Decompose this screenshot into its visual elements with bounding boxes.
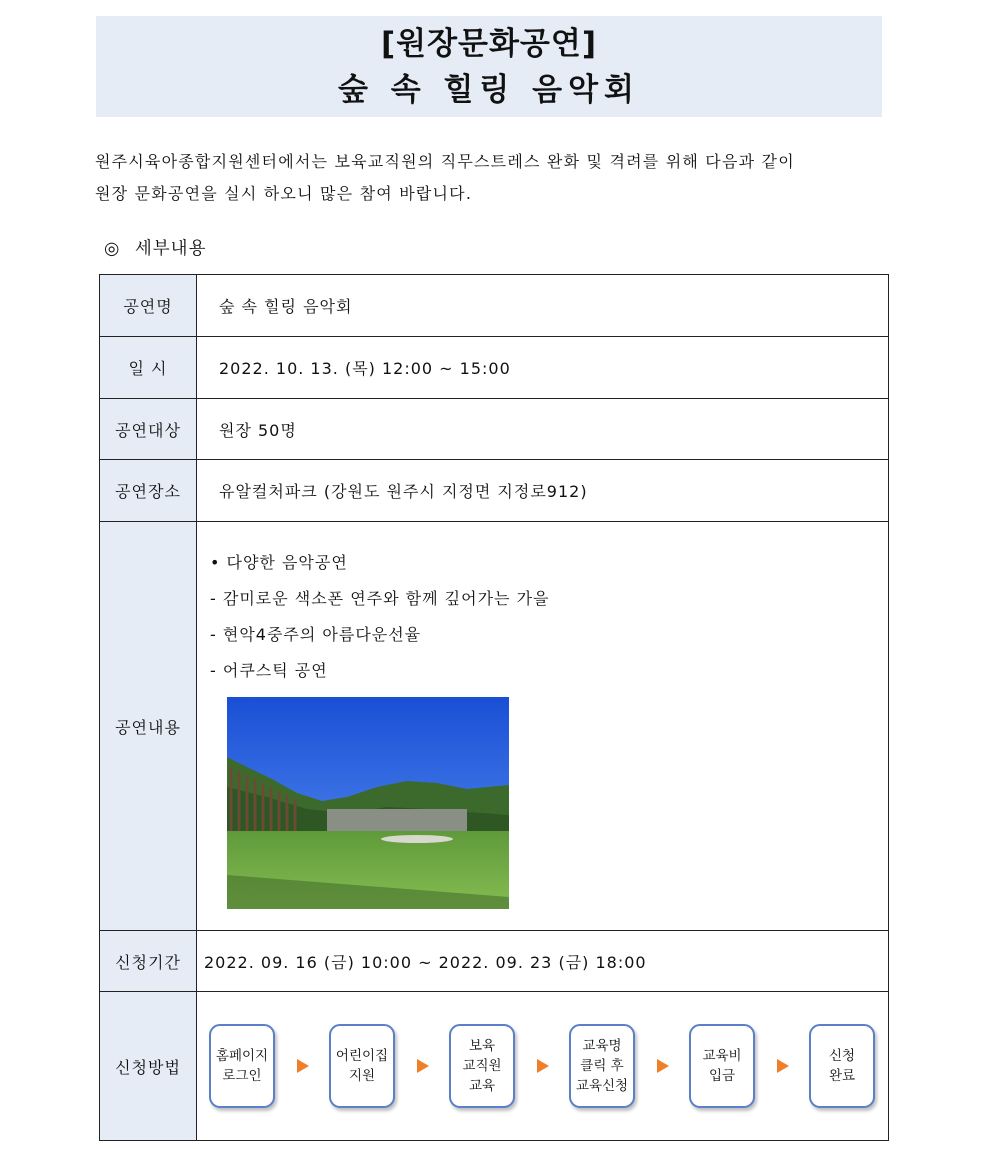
label-method: 신청방법 (100, 992, 197, 1141)
value-venue: 유알컬처파크 (강원도 원주시 지정면 지정로912) (197, 460, 889, 522)
row-performance-name (100, 275, 889, 337)
step-complete: 신청 완료 (809, 1024, 875, 1108)
row-period (100, 931, 889, 992)
row-venue (100, 460, 889, 522)
row-audience (100, 399, 889, 460)
intro-line-1: 원주시육아종합지원센터에서는 보육교직원의 직무스트레스 완화 및 격려를 위해 다음과 같이 (95, 152, 795, 171)
step-homepage-login: 홈페이지 로그인 (209, 1024, 275, 1108)
row-datetime (100, 337, 889, 399)
arrow-right-icon (297, 1059, 309, 1073)
step-course-apply: 교육명 클릭 후 교육신청 (569, 1024, 635, 1108)
details-table (99, 274, 889, 1141)
intro-paragraph (95, 146, 885, 210)
content-item: - 현악4중주의 아름다운선율 (210, 625, 422, 644)
step-staff-education: 보육 교직원 교육 (449, 1024, 515, 1108)
venue-photo (227, 697, 509, 909)
arrow-right-icon (537, 1059, 549, 1073)
label-performance-name: 공연명 (100, 275, 197, 337)
step-fee-payment: 교육비 입금 (689, 1024, 755, 1108)
label-content: 공연내용 (100, 522, 197, 931)
label-audience: 공연대상 (100, 399, 197, 460)
value-datetime: 2022. 10. 13. (목) 12:00 ~ 15:00 (197, 337, 889, 399)
title-banner (96, 16, 882, 117)
double-circle-icon: ◎ (104, 239, 121, 259)
arrow-right-icon (777, 1059, 789, 1073)
arrow-right-icon (657, 1059, 669, 1073)
content-item: - 어쿠스틱 공연 (210, 661, 328, 680)
section-heading (104, 235, 206, 260)
arrow-right-icon (417, 1059, 429, 1073)
label-datetime: 일 시 (100, 337, 197, 399)
row-method (100, 992, 889, 1141)
label-period: 신청기간 (100, 931, 197, 992)
section-title: 세부내용 (134, 239, 207, 259)
venue-photo-illustration (227, 697, 509, 909)
intro-line-2: 원장 문화공연을 실시 하오니 많은 참여 바랍니다. (95, 184, 473, 203)
content-item: • 다양한 음악공연 (210, 553, 348, 572)
label-venue: 공연장소 (100, 460, 197, 522)
page-title: 숲 속 힐링 음악회 (338, 72, 640, 108)
row-content (100, 522, 889, 931)
value-performance-name: 숲 속 힐링 음악회 (197, 275, 889, 337)
application-flow (197, 992, 888, 1140)
title-category: [원장문화공연] (380, 26, 597, 62)
content-item: - 감미로운 색소폰 연주와 함께 깊어가는 가을 (210, 589, 550, 608)
value-content (197, 522, 889, 931)
value-audience: 원장 50명 (197, 399, 889, 460)
step-daycare-support: 어린이집 지원 (329, 1024, 395, 1108)
value-method (197, 992, 889, 1141)
value-period: 2022. 09. 16 (금) 10:00 ~ 2022. 09. 23 (금) 18:00 (197, 931, 889, 992)
